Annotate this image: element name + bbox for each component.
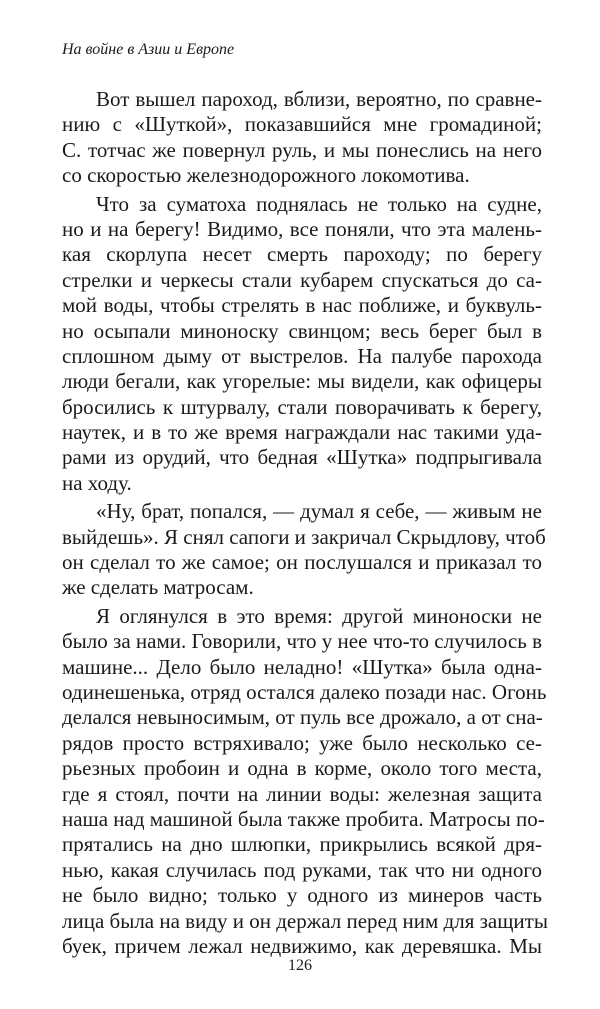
text-line: не было видно; только у одного из минеров часть: [62, 883, 542, 908]
text-line: рами из орудий, что бедная «Шутка» подпрыгивала: [62, 445, 542, 470]
text-line: одинешенька, отряд остался далеко позади нас. Огонь: [62, 679, 547, 704]
text-line: наша над машиной была также пробита. Матросы по-: [62, 806, 545, 831]
text-line: Вот вышел пароход, вблизи, вероятно, по сравне-: [96, 87, 542, 111]
text-line: Я оглянулся в это время: другой миноноски не: [96, 603, 542, 628]
text-line: машине... Дело было неладно! «Шутка» была одна-: [62, 654, 542, 679]
text-line: наутек, и в то же время награждали нас такими уда-: [62, 420, 542, 445]
text-line: со скоростью железнодорожного локомотива.: [62, 163, 470, 188]
text-line: лица была на виду и он держал перед ним для защиты: [62, 908, 548, 933]
text-line: стрелки и черкесы стали кубарем спускаться до са-: [62, 267, 542, 292]
text-line: где я стоял, почти на линии воды: железная защита: [62, 781, 542, 806]
text-line: было за нами. Говорили, что у нее что-то случилось в: [62, 629, 542, 654]
text-line: Что за суматоха поднялась не только на судне,: [96, 191, 542, 216]
text-line: рьезных пробоин и одна в корме, около того места,: [62, 756, 542, 781]
text-line: сплошном дыму от выстрелов. На палубе парохода: [62, 343, 542, 368]
text-line: же сделать матросам.: [62, 575, 254, 600]
text-line: нью, какая случилась под руками, так что ни одного: [62, 857, 542, 882]
text-line: но осыпали миноноску свинцом; весь берег был в: [62, 318, 542, 343]
text-line: делался невыносимым, от пуль все дрожало, а от сна-: [62, 705, 543, 730]
text-line: он сделал то же самое; он послушался и приказал то: [62, 550, 542, 575]
running-head: На войне в Азии и Европе: [62, 41, 235, 58]
text-line: С. тотчас же повернул руль, и мы понеслись на него: [62, 137, 542, 162]
page-number: 126: [288, 957, 312, 974]
text-line: но и на берегу! Видимо, все поняли, что эта малень-: [62, 216, 542, 241]
text-line: буек, причем лежал недвижимо, как деревяшка. Мы: [62, 933, 542, 958]
text-line: люди бегали, как угорелые: мы видели, как офицеры: [62, 369, 542, 394]
text-line: рядов просто встряхивало; уже было несколько се-: [62, 730, 542, 755]
text-line: «Ну, брат, попался, — думал я себе, — живым не: [96, 499, 542, 524]
text-line: нию с «Шуткой», показавшийся мне громадиной;: [62, 112, 542, 137]
text-line: бросились к штурвалу, стали поворачивать к берегу,: [62, 394, 542, 419]
body-text: [62, 87, 548, 959]
text-line: прятались на дно шлюпки, прикрылись всякой дря-: [62, 832, 542, 857]
text-line: на ходу.: [62, 470, 132, 495]
text-line: выйдешь». Я снял сапоги и закричал Скрыдлову, чтоб: [62, 524, 546, 549]
text-line: мой воды, чтобы стрелять в нас поближе, и буквуль-: [62, 293, 542, 318]
text-line: кая скорлупа несет смерть пароходу; по берегу: [62, 242, 542, 267]
